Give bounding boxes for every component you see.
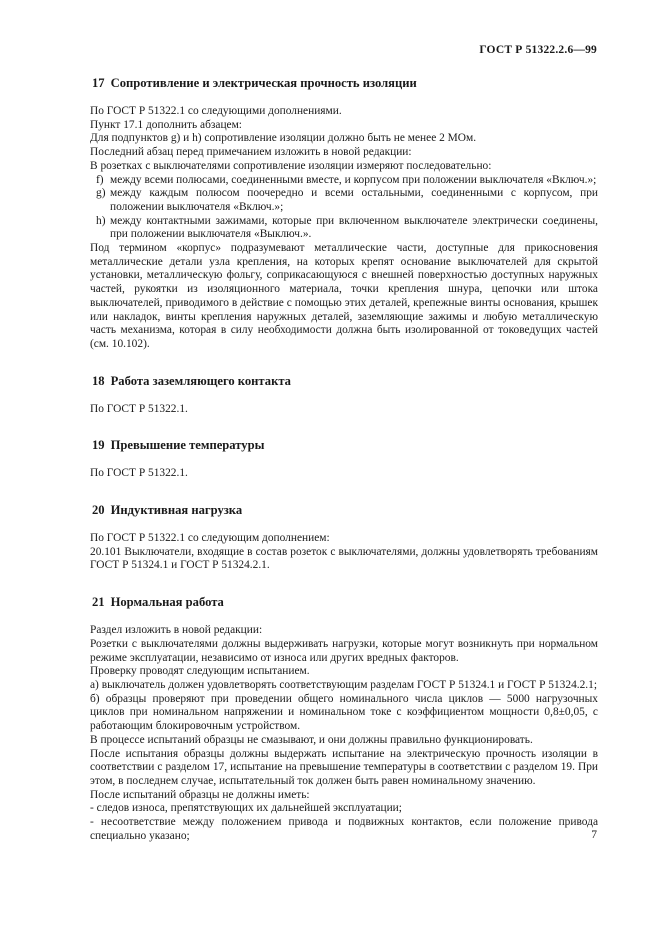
paragraph: а) выключатель должен удовлетворять соответствующим разделам ГОСТ Р 51324.1 и ГОСТ Р 51324.2.1; [90, 678, 598, 691]
list-item-text: между всеми полюсами, соединенными вместе, и корпусом при положении выключателя «Включ.»; [110, 173, 597, 186]
paragraph: Проверку проводят следующим испытанием. [90, 665, 310, 678]
section-title: Работа заземляющего контакта [110, 373, 291, 388]
paragraph: 20.101 Выключатели, входящие в состав розеток с выключателями, должны удовлетворять требованиям ГОСТ Р 51324.1 и ГОСТ Р 51324.2.1. [90, 545, 598, 572]
paragraph: В процессе испытаний образцы не смазывают, и они должны правильно функционировать. [90, 733, 533, 746]
paragraph: - несоответствие между положением привода и подвижных контактов, если положение привода специально указано; [90, 816, 598, 842]
paragraph: Для подпунктов g) и h) сопротивление изоляции должно быть не менее 2 МОм. [90, 132, 477, 145]
paragraph: По ГОСТ Р 51322.1. [90, 402, 188, 415]
section-title: Индуктивная нагрузка [110, 503, 243, 518]
document-code: ГОСТ Р 51322.2.6—99 [479, 44, 597, 56]
list-item-label: g) [96, 187, 106, 200]
paragraph: б) образцы проверяют при проведении общего номинального числа циклов — 5000 нагрузочных циклов при номинальном напряжении и номинальном токе с коэффициентом мощности 0,8±0,05, с работающим блокировочным устройством. [90, 692, 598, 733]
section-17-heading [90, 76, 598, 91]
paragraph: Пункт 17.1 дополнить абзацем: [90, 118, 242, 131]
list-item-text: между контактными зажимами, которые при включенном выключателе электрически соединены, при положении выключателя «Выключ.». [110, 214, 598, 241]
paragraph: По ГОСТ Р 51322.1. [90, 467, 188, 480]
section-title: Нормальная работа [110, 595, 224, 610]
list-item [90, 187, 598, 214]
paragraph: По ГОСТ Р 51322.1 со следующим дополнением: [90, 532, 330, 545]
section-19-heading [90, 438, 598, 453]
paragraph: По ГОСТ Р 51322.1 со следующими дополнениями. [90, 105, 342, 117]
paragraph: Розетки с выключателями должны выдерживать нагрузки, которые могут возникнуть при нормальном режиме эксплуатации, независимо от износа или других вредных факторов. [90, 637, 598, 664]
section-title: Превышение температуры [110, 438, 265, 453]
paragraph: - следов износа, препятствующих их дальнейшей эксплуатации; [90, 802, 402, 815]
section-number: 21 [92, 595, 105, 610]
paragraph: После испытания образцы должны выдержать испытание на электрическую прочность изоляции в соответствии с разделом 17, испытание на превышение температуры в соответствии с разделом 19. При этом, в последнем случае, испытательный ток должен быть равен номинальному значению. [90, 747, 598, 787]
section-number: 20 [92, 503, 105, 518]
section-number: 17 [92, 76, 105, 90]
list-item-label: f) [96, 173, 104, 186]
paragraph: Под термином «корпус» подразумевают металлические части, доступные для прикосновения металлические детали узла крепления, на которых крепят основание выключателей для скрытой установки, металлическую фольгу, соприкасающуюся с внешней поверхностью доступных наружных частей, рукоятки из изоляционного материала, точки крепления шнура, цепочки или штока выключателей, приводимого в действие с помощью этих деталей, крепежные винты основания, крышек или накладок, винты крепления наружных деталей, заземляющие зажимы и любую металлическую часть механизма, которая в силу необходимости должна быть изолированной от токоведущих частей (см. 10.102). [90, 242, 598, 350]
paragraph: После испытаний образцы не должны иметь: [90, 788, 310, 801]
section-number: 18 [92, 373, 105, 388]
section-title: Сопротивление и электрическая прочность изоляции [110, 76, 417, 90]
list-item [90, 215, 598, 242]
list-item-label: h) [96, 214, 106, 227]
section-20-heading [90, 503, 598, 518]
section-21-heading [90, 595, 598, 610]
list-item-text: между каждым полюсом поочередно и всеми остальными, соединенными с корпусом, при положении выключателя «Включ.»; [110, 187, 598, 213]
section-number: 19 [92, 438, 105, 453]
paragraph: Последний абзац перед примечанием изложить в новой редакции: [90, 146, 412, 159]
list-item [90, 174, 598, 188]
paragraph: В розетках с выключателями сопротивление изоляции измеряют последовательно: [90, 159, 492, 172]
page-number: 7 [591, 829, 597, 841]
paragraph: Раздел изложить в новой редакции: [90, 624, 263, 637]
page-content [90, 76, 598, 843]
section-18-heading [90, 374, 598, 389]
